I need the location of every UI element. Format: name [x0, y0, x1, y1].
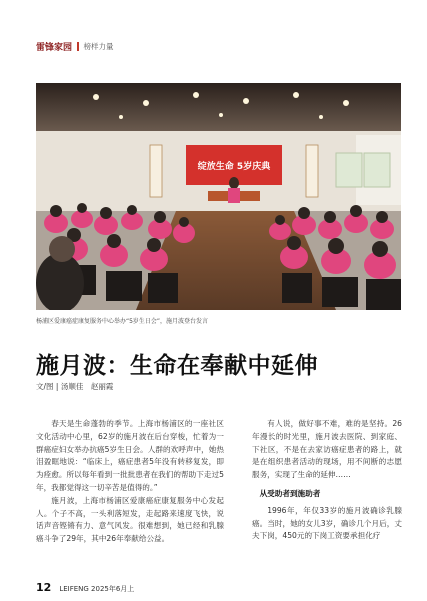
paragraph: 1996年，年仅33岁的施月波确诊乳腺癌。当时，她的女儿3岁，确诊几个月后，丈夫下岗，450元的下岗工资要承担化疗: [252, 505, 402, 541]
article-column-right: [252, 418, 402, 543]
article-byline: 文/图 | 汤顺佳 赵丽霞: [36, 382, 114, 391]
event-photo: [36, 83, 401, 310]
paragraph: 春天是生命蓬勃的季节。上海市杨浦区的一座社区文化活动中心里，62岁的施月波在后台穿梭，忙着为一群癌症妇女举办抗癌5岁生日会。人群的欢呼声中，她热泪盈眶地说：“临床上，癌症患者5年没有转移复发，即为痊愈。所以每年看到一批批患者在我们的帮助下走过5年，我都觉得这一切辛苦是值得的。”: [36, 419, 224, 492]
section-label: 榜样力量: [83, 41, 114, 51]
section-subheading: 从受助者到施助者: [259, 488, 321, 498]
magazine-issue: LEIFENG 2025年6月上: [59, 585, 135, 593]
article-title: 施月波：生命在奉献中延伸: [36, 353, 318, 379]
page-footer: [36, 581, 134, 594]
banner-text: 绽放生命 5岁庆典: [197, 162, 271, 172]
paragraph: 有人说，做好事不难，难的是坚持。26年漫长的时光里，施月波去医院、到家庭、下社区，不是在去家访癌症患者的路上，就是在组织患者活动的现场，用不间断的志愿服务，实现了生命的延伸……: [252, 419, 402, 480]
magazine-brand: 雷锋家园: [36, 42, 73, 53]
header-divider: [77, 42, 79, 51]
paragraph: 施月波，上海市杨浦区爱康癌症康复服务中心发起人。个子不高，一头利落短发，走起路来速度飞快，说话声音铿锵有力、意气风发。很难想到，她已经和乳腺癌斗争了29年，其中26年奉献给公益。: [36, 495, 224, 544]
article-column-left: [36, 418, 224, 546]
photo-caption: 杨浦区爱康癌症康复服务中心举办“5岁生日会”，施月波登台发言: [36, 318, 209, 325]
page-header: [36, 40, 114, 52]
page-number: 12: [36, 581, 52, 594]
